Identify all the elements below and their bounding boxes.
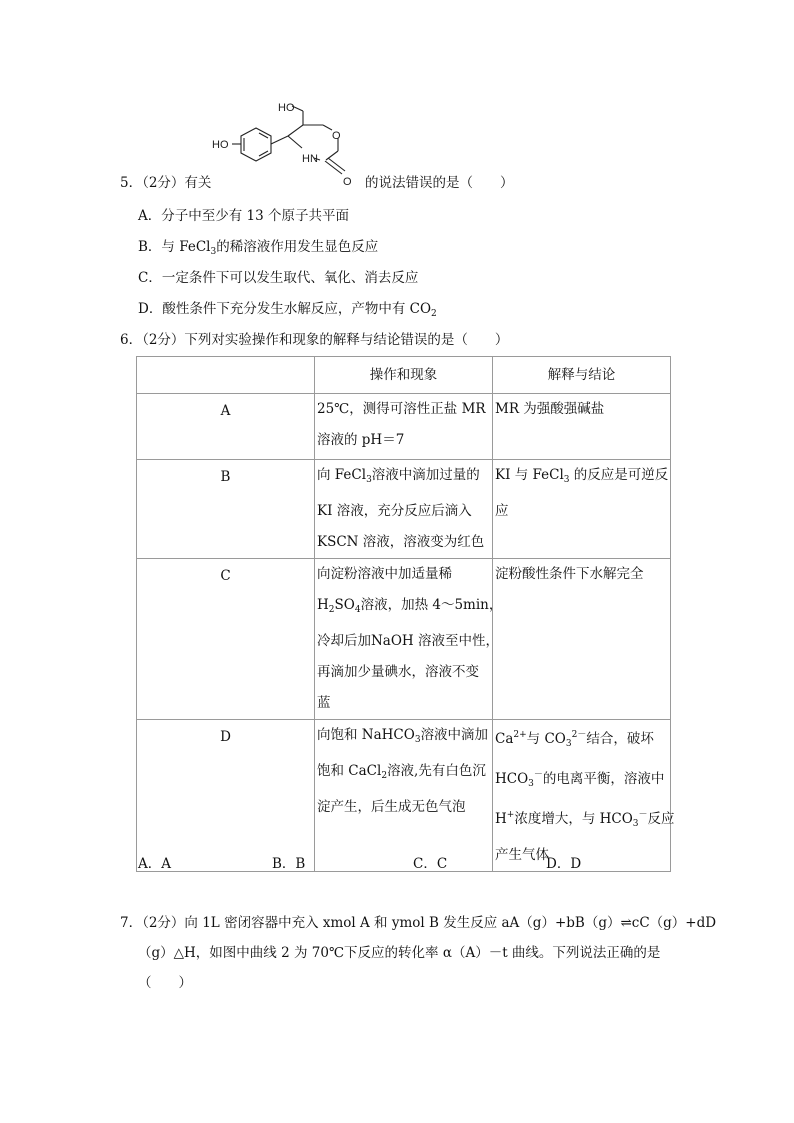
operation-cell: 向淀粉溶液中加适量稀 $H_2SO_4$溶液，加热 4～5min， 冷却后加NaOH 溶液至中性， 再滴加少量碘水，溶液不变 蓝 [315,559,493,720]
q5-option-c[interactable]: C．一定条件下可以发生取代、氧化、消去反应 [138,270,419,286]
q5-option-d[interactable]: D．酸性条件下充分发生水解反应，产物中有 $CO_2$ [138,301,437,319]
q5-suffix: 的说法错误的是（ ） [365,175,514,191]
row-label: D [137,720,315,872]
q7-line-1: 7．（2分）向 1L 密闭容器中充入 xmol A 和 ymol B 发生反应 aA（g）+bB（g）⇌cC（g）+dD [120,915,717,931]
table-row [137,460,671,559]
table-row [137,559,671,720]
ho-top-label: HO [278,102,295,114]
q7-line-2: （g）△H，如图中曲线 2 为 70℃下反应的转化率 α（A）－t 曲线。下列说法正确的是 [138,945,661,961]
carbonyl-oxygen-label: O [343,176,352,188]
row-label: A [137,394,315,460]
operation-cell: 25℃，测得可溶性正盐 MR 溶液的 pH＝7 [315,394,493,460]
header-operation: 操作和现象 [315,357,493,394]
conclusion-cell: $Ca^{2+}$与 $CO_3^{2-}$结合，破坏 $HCO_3^-$的电离平衡，溶液中 H+浓度增大，与 $HCO_3^-$反应 产生气体 [493,720,671,872]
q6-option-b[interactable]: B．B [272,856,306,872]
ho-left-label: HO [212,139,229,151]
table-row [137,720,671,872]
q6-option-a[interactable]: A．A [138,856,171,872]
ring-oxygen-label: O [332,130,341,142]
conclusion-cell: MR 为强酸强碱盐 [493,394,671,460]
q5-prefix: 5．（2分）有关 [120,175,212,191]
header-conclusion: 解释与结论 [493,357,671,394]
experiment-table [136,356,675,872]
table-header-row [137,357,671,394]
row-label: C [137,559,315,720]
hn-label: HN [302,153,318,165]
q7-line-3: （ ） [138,975,192,991]
row-label: B [137,460,315,559]
conclusion-cell: 淀粉酸性条件下水解完全 [493,559,671,720]
q6-stem: 6．（2分）下列对实验操作和现象的解释与结论错误的是（ ） [120,332,509,348]
q6-option-d[interactable]: D．D [546,856,582,872]
q5-option-a[interactable]: A．分子中至少有 13 个原子共平面 [138,208,350,224]
conclusion-cell: KI 与 FeCl$_3$ 的反应是可逆反 应 [493,460,671,559]
q6-option-c[interactable]: C．C [413,856,448,872]
table-row [137,394,671,460]
q5-option-b[interactable]: B．与 FeCl$_3$的稀溶液作用发生显色反应 [138,239,379,257]
molecule-structure [210,98,370,190]
operation-cell: 向饱和 NaHCO$_3$溶液中滴加 饱和 CaCl$_2$溶液,先有白色沉 淀产生，后生成无色气泡 [315,720,493,872]
header-empty [137,357,315,394]
operation-cell: 向 FeCl$_3$溶液中滴加过量的 KI 溶液，充分反应后滴入 KSCN 溶液，溶液变为红色 [315,460,493,559]
